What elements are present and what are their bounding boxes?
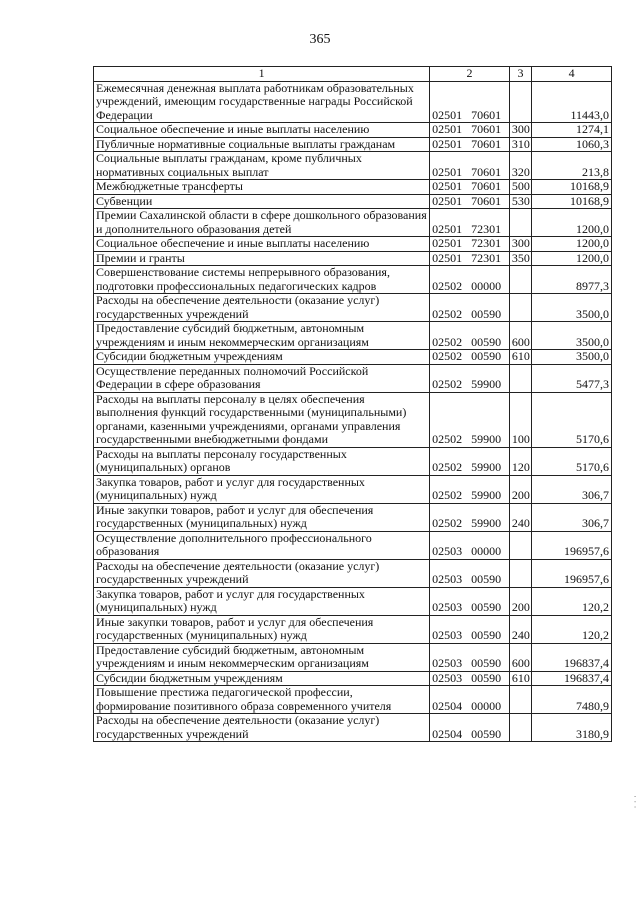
row-description: Иные закупки товаров, работ и услуг для обеспечения государственных (муниципальных) нужд xyxy=(94,615,430,643)
table-row xyxy=(94,266,612,294)
row-expense-kind xyxy=(509,364,531,392)
row-amount: 3180,9 xyxy=(532,714,612,742)
row-description: Социальное обеспечение и иные выплаты населению xyxy=(94,123,430,138)
row-target-code xyxy=(430,531,510,559)
row-expense-kind: 610 xyxy=(509,671,531,686)
table-row xyxy=(94,194,612,209)
row-direction-code: 70601 xyxy=(471,179,502,193)
row-expense-kind xyxy=(509,294,531,322)
row-program-code: 02503 xyxy=(432,600,463,614)
row-description: Иные закупки товаров, работ и услуг для обеспечения государственных (муниципальных) нужд xyxy=(94,503,430,531)
row-program-code: 02503 xyxy=(432,628,463,642)
row-amount: 306,7 xyxy=(532,475,612,503)
row-description: Осуществление дополнительного профессионального образования xyxy=(94,531,430,559)
row-amount: 196837,4 xyxy=(532,643,612,671)
row-expense-kind xyxy=(509,714,531,742)
row-direction-code: 59900 xyxy=(471,516,502,530)
row-direction-code: 00590 xyxy=(471,656,502,670)
row-amount: 11443,0 xyxy=(532,81,612,123)
row-description: Премии и гранты xyxy=(94,251,430,266)
row-amount: 196957,6 xyxy=(532,531,612,559)
row-direction-code: 00590 xyxy=(471,628,502,642)
row-direction-code: 72301 xyxy=(471,250,502,265)
table-row xyxy=(94,209,612,237)
row-target-code xyxy=(430,237,510,252)
row-description: Субсидии бюджетным учреждениям xyxy=(94,350,430,365)
row-target-code xyxy=(430,81,510,123)
row-description: Предоставление субсидий бюджетным, автономным учреждениям и иным некоммерческим организациям xyxy=(94,643,430,671)
row-direction-code: 70601 xyxy=(471,193,502,208)
table-row xyxy=(94,392,612,447)
row-direction-code: 00590 xyxy=(471,349,502,363)
row-program-code: 02503 xyxy=(432,670,463,685)
scan-artifact: · · · xyxy=(630,795,640,809)
table-row xyxy=(94,137,612,152)
row-target-code xyxy=(430,209,510,237)
row-program-code: 02502 xyxy=(432,460,463,474)
table-row xyxy=(94,531,612,559)
row-direction-code: 72301 xyxy=(471,221,502,236)
row-target-code xyxy=(430,350,510,365)
row-target-code xyxy=(430,686,510,714)
row-amount: 3500,0 xyxy=(532,294,612,322)
row-expense-kind: 610 xyxy=(509,350,531,365)
row-program-code: 02502 xyxy=(432,488,463,502)
row-target-code xyxy=(430,251,510,266)
row-direction-code: 59900 xyxy=(471,377,502,391)
row-amount: 1200,0 xyxy=(532,251,612,266)
row-expense-kind: 530 xyxy=(509,194,531,209)
row-expense-kind: 350 xyxy=(509,251,531,266)
row-expense-kind xyxy=(509,209,531,237)
table-row xyxy=(94,447,612,475)
row-description: Публичные нормативные социальные выплаты гражданам xyxy=(94,137,430,152)
page-number: 365 xyxy=(309,32,331,47)
row-description: Премии Сахалинской области в сфере дошкольного образования и дополнительного образования детей xyxy=(94,209,430,237)
row-program-code: 02502 xyxy=(432,516,463,530)
row-amount: 5477,3 xyxy=(532,364,612,392)
row-target-code xyxy=(430,123,510,138)
row-target-code xyxy=(430,559,510,587)
table-row xyxy=(94,559,612,587)
row-description: Социальное обеспечение и иные выплаты населению xyxy=(94,237,430,252)
row-direction-code: 00590 xyxy=(471,726,502,741)
row-program-code: 02502 xyxy=(432,278,463,293)
row-program-code: 02501 xyxy=(432,136,463,151)
row-target-code xyxy=(430,180,510,195)
table-row xyxy=(94,180,612,195)
row-direction-code: 00590 xyxy=(471,334,502,349)
table-row xyxy=(94,350,612,365)
table-row xyxy=(94,152,612,180)
row-amount: 8977,3 xyxy=(532,266,612,294)
row-program-code: 02503 xyxy=(432,572,463,586)
row-target-code xyxy=(430,294,510,322)
row-program-code: 02501 xyxy=(432,122,463,136)
row-expense-kind: 500 xyxy=(509,180,531,195)
row-target-code xyxy=(430,266,510,294)
row-description: Расходы на обеспечение деятельности (оказание услуг) государственных учреждений xyxy=(94,559,430,587)
row-expense-kind: 200 xyxy=(509,587,531,615)
table-row xyxy=(94,81,612,123)
row-expense-kind: 320 xyxy=(509,152,531,180)
row-direction-code: 70601 xyxy=(471,122,502,136)
row-expense-kind: 600 xyxy=(509,643,531,671)
row-program-code: 02502 xyxy=(432,349,463,363)
table-row xyxy=(94,686,612,714)
row-amount: 196957,6 xyxy=(532,559,612,587)
row-expense-kind: 300 xyxy=(509,237,531,252)
table-row xyxy=(94,294,612,322)
row-expense-kind: 240 xyxy=(509,615,531,643)
row-direction-code: 70601 xyxy=(471,107,502,122)
row-program-code: 02502 xyxy=(432,432,463,446)
row-program-code: 02501 xyxy=(432,193,463,208)
row-expense-kind: 100 xyxy=(509,392,531,447)
row-expense-kind xyxy=(509,81,531,123)
row-program-code: 02501 xyxy=(432,179,463,193)
row-amount: 5170,6 xyxy=(532,447,612,475)
row-description: Расходы на выплаты персоналу в целях обеспечения выполнения функций государственными (муниципальными) органами, казенными учреждениями, органами управления государственными внебюджетными фондами xyxy=(94,392,430,447)
row-direction-code: 70601 xyxy=(471,136,502,151)
row-description: Осуществление переданных полномочий Российской Федерации в сфере образования xyxy=(94,364,430,392)
row-description: Субсидии бюджетным учреждениям xyxy=(94,671,430,686)
row-description: Повышение престижа педагогической профессии, формирование позитивного образа современного учителя xyxy=(94,686,430,714)
row-description: Закупка товаров, работ и услуг для государственных (муниципальных) нужд xyxy=(94,475,430,503)
row-direction-code: 00000 xyxy=(471,544,502,558)
row-expense-kind: 310 xyxy=(509,137,531,152)
row-expense-kind: 600 xyxy=(509,322,531,350)
row-description: Социальные выплаты гражданам, кроме публичных нормативных социальных выплат xyxy=(94,152,430,180)
row-direction-code: 59900 xyxy=(471,432,502,446)
row-description: Предоставление субсидий бюджетным, автономным учреждениям и иным некоммерческим организациям xyxy=(94,322,430,350)
row-direction-code: 70601 xyxy=(471,164,502,179)
row-direction-code: 00000 xyxy=(471,278,502,293)
row-amount: 120,2 xyxy=(532,615,612,643)
row-expense-kind xyxy=(509,559,531,587)
row-target-code xyxy=(430,587,510,615)
row-direction-code: 00000 xyxy=(471,698,502,713)
column-header-4: 4 xyxy=(532,67,612,82)
table-row xyxy=(94,251,612,266)
row-program-code: 02502 xyxy=(432,334,463,349)
row-description: Субвенции xyxy=(94,194,430,209)
table-row xyxy=(94,322,612,350)
row-direction-code: 00590 xyxy=(471,306,502,321)
row-amount: 213,8 xyxy=(532,152,612,180)
table-row xyxy=(94,643,612,671)
row-amount: 7480,9 xyxy=(532,686,612,714)
row-target-code xyxy=(430,447,510,475)
row-target-code xyxy=(430,643,510,671)
row-program-code: 02503 xyxy=(432,656,463,670)
row-amount: 5170,6 xyxy=(532,392,612,447)
row-target-code xyxy=(430,503,510,531)
row-amount: 1060,3 xyxy=(532,137,612,152)
row-amount: 1274,1 xyxy=(532,123,612,138)
row-program-code: 02501 xyxy=(432,221,463,236)
row-description: Расходы на выплаты персоналу государственных (муниципальных) органов xyxy=(94,447,430,475)
row-expense-kind xyxy=(509,686,531,714)
row-program-code: 02501 xyxy=(432,164,463,179)
row-direction-code: 00590 xyxy=(471,670,502,685)
row-expense-kind xyxy=(509,266,531,294)
table-row xyxy=(94,503,612,531)
row-target-code xyxy=(430,392,510,447)
table-row xyxy=(94,123,612,138)
row-direction-code: 59900 xyxy=(471,488,502,502)
row-target-code xyxy=(430,194,510,209)
column-header-1: 1 xyxy=(94,67,430,82)
table-row xyxy=(94,475,612,503)
table-row xyxy=(94,237,612,252)
column-header-2: 2 xyxy=(430,67,510,82)
row-target-code xyxy=(430,475,510,503)
row-description: Межбюджетные трансферты xyxy=(94,180,430,195)
table-row xyxy=(94,615,612,643)
row-target-code xyxy=(430,671,510,686)
budget-table xyxy=(93,66,612,742)
table-row xyxy=(94,714,612,742)
row-amount: 120,2 xyxy=(532,587,612,615)
table-header-row xyxy=(94,67,612,82)
row-direction-code: 00590 xyxy=(471,600,502,614)
row-program-code: 02501 xyxy=(432,250,463,265)
row-amount: 10168,9 xyxy=(532,194,612,209)
row-amount: 1200,0 xyxy=(532,237,612,252)
row-expense-kind: 200 xyxy=(509,475,531,503)
row-amount: 1200,0 xyxy=(532,209,612,237)
table-row xyxy=(94,587,612,615)
row-target-code xyxy=(430,137,510,152)
column-header-3: 3 xyxy=(509,67,531,82)
table-body xyxy=(94,67,612,742)
row-amount: 306,7 xyxy=(532,503,612,531)
row-target-code xyxy=(430,364,510,392)
row-target-code xyxy=(430,615,510,643)
row-direction-code: 59900 xyxy=(471,460,502,474)
row-expense-kind: 120 xyxy=(509,447,531,475)
row-program-code: 02502 xyxy=(432,306,463,321)
table-row xyxy=(94,671,612,686)
row-description: Закупка товаров, работ и услуг для государственных (муниципальных) нужд xyxy=(94,587,430,615)
table-row xyxy=(94,364,612,392)
row-description: Расходы на обеспечение деятельности (оказание услуг) государственных учреждений xyxy=(94,294,430,322)
row-amount: 10168,9 xyxy=(532,180,612,195)
row-target-code xyxy=(430,152,510,180)
row-expense-kind xyxy=(509,531,531,559)
row-amount: 3500,0 xyxy=(532,322,612,350)
row-program-code: 02501 xyxy=(432,107,463,122)
row-target-code xyxy=(430,714,510,742)
row-target-code xyxy=(430,322,510,350)
row-program-code: 02503 xyxy=(432,544,463,558)
row-description: Ежемесячная денежная выплата работникам образовательных учреждений, имеющим государственные награды Российской Федерации xyxy=(94,81,430,123)
row-expense-kind: 240 xyxy=(509,503,531,531)
row-description: Расходы на обеспечение деятельности (оказание услуг) государственных учреждений xyxy=(94,714,430,742)
row-direction-code: 00590 xyxy=(471,572,502,586)
row-program-code: 02501 xyxy=(432,236,463,250)
row-expense-kind: 300 xyxy=(509,123,531,138)
row-program-code: 02502 xyxy=(432,377,463,391)
row-description: Совершенствование системы непрерывного образования, подготовки профессиональных педагогических кадров xyxy=(94,266,430,294)
row-program-code: 02504 xyxy=(432,726,463,741)
row-direction-code: 72301 xyxy=(471,236,502,250)
row-program-code: 02504 xyxy=(432,698,463,713)
row-amount: 3500,0 xyxy=(532,350,612,365)
row-amount: 196837,4 xyxy=(532,671,612,686)
